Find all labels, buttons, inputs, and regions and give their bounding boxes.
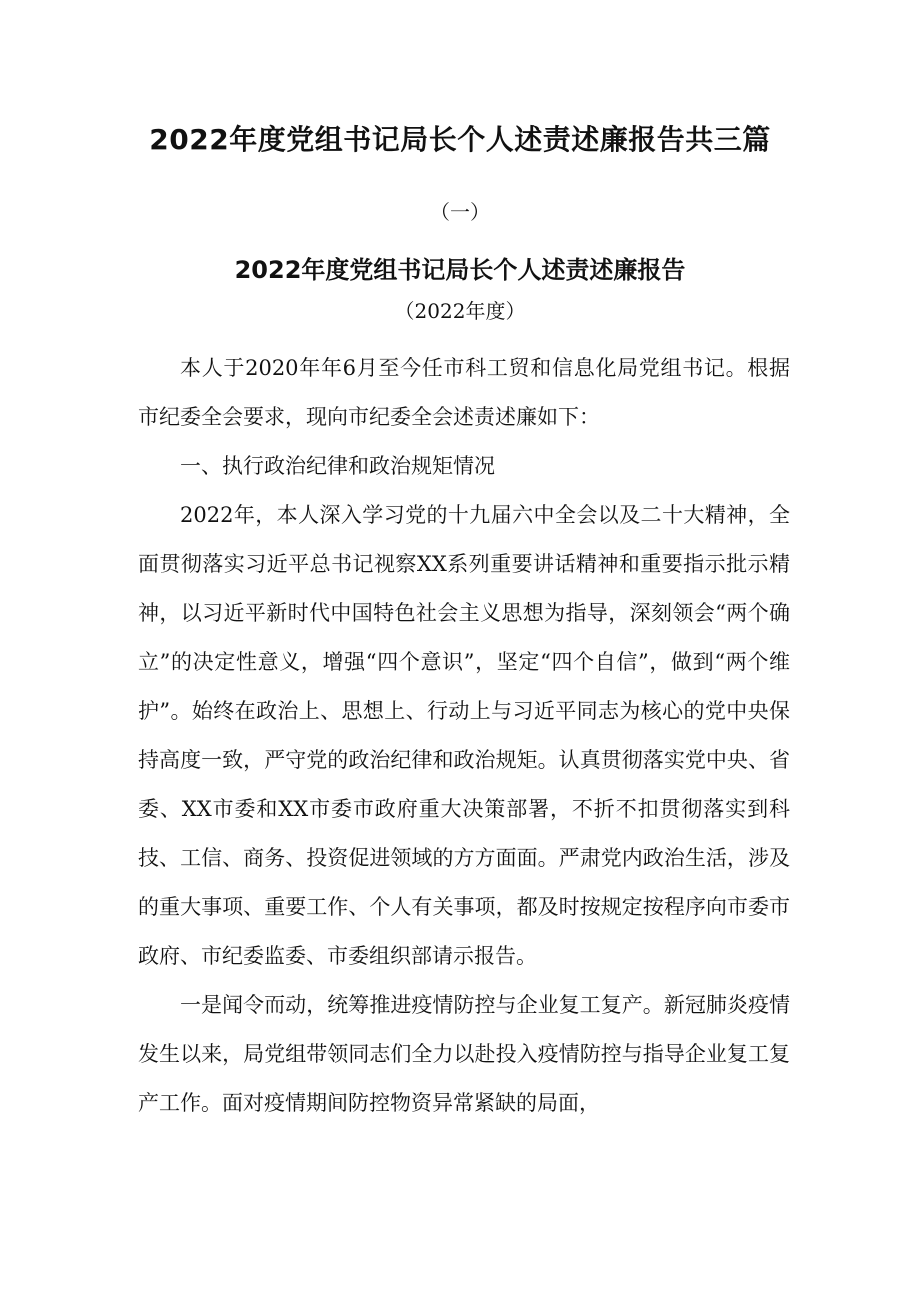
body-paragraph: 一是闻令而动，统筹推进疫情防控与企业复工复产。新冠肺炎疫情发生以来，局党组带领同志们全力以赴投入疫情防控与指导企业复工复产工作。面对疫情期间防控物资异常紧缺的局面， <box>138 993 790 1115</box>
report-year-note: （2022年度） <box>394 299 526 323</box>
intro-paragraph: 本人于2020年年6月至今任市科工贸和信息化局党组书记。根据市纪委全会要求，现向市纪委全会述责述廉如下： <box>138 356 790 429</box>
report-title: 2022年度党组书记局长个人述责述廉报告 <box>234 256 686 284</box>
section-number: （一） <box>430 200 490 224</box>
document-title: 2022年度党组书记局长个人述责述廉报告共三篇 <box>149 123 771 156</box>
body-paragraph: 2022年，本人深入学习党的十九届六中全会以及二十大精神，全面贯彻落实习近平总书记视察XX系列重要讲话精神和重要指示批示精神，以习近平新时代中国特色社会主义思想为指导，深刻领会“两个确立”的决定性意义，增强“四个意识”，坚定“四个自信”，做到“两个维护”。始终在政治上、思想上、行动上与习近平同志为核心的党中央保持高度一致，严守党的政治纪律和政治规矩。认真贯彻落实党中央、省委、XX市委和XX市委市政府重大决策部署，不折不扣贯彻落实到科技、工信、商务、投资促进领域的方方面面。严肃党内政治生活，涉及的重大事项、重要工作、个人有关事项，都及时按规定按程序向市委市政府、市纪委监委、市委组织部请示报告。 <box>138 503 790 968</box>
section-heading: 一、执行政治纪律和政治规矩情况 <box>180 454 495 478</box>
report-body <box>138 344 790 1128</box>
